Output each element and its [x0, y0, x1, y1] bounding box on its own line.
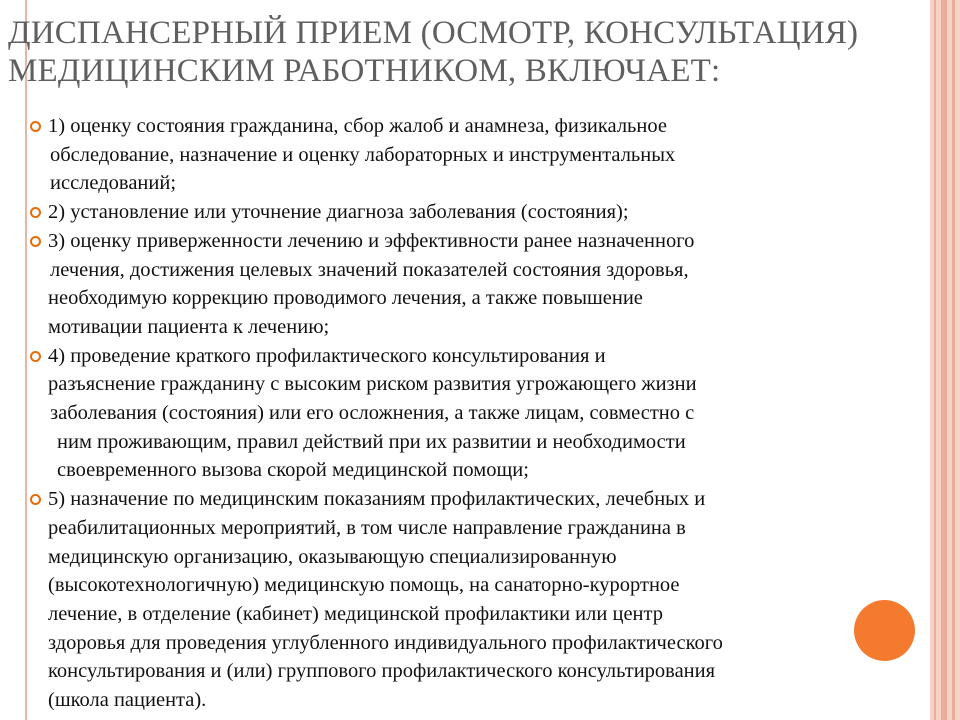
bullet-circle-icon	[30, 121, 41, 132]
list-item-line: мотивации пациента к лечению;	[48, 315, 330, 338]
list-item-line: консультирования и (или) группового профилактического консультирования	[48, 660, 716, 683]
list-item-line: своевременного вызова скорой медицинской помощи;	[57, 459, 529, 482]
list-item	[0, 227, 960, 342]
orange-circle-decoration	[854, 600, 915, 661]
list-item-line: обследование, назначение и оценку лабораторных и инструментальных	[50, 143, 676, 166]
bullet-circle-icon	[30, 494, 41, 505]
list-item-line: лечение, в отделение (кабинет) медицинской профилактики или центр	[48, 602, 663, 625]
slide-title	[8, 14, 938, 90]
list-item	[0, 198, 960, 227]
list-item-line: 3) оценку приверженности лечению и эффективности ранее назначенного	[48, 229, 695, 252]
bullet-circle-icon	[30, 236, 41, 247]
list-item-line: разъяснение гражданину с высоким риском развития угрожающего жизни	[48, 373, 697, 396]
list-item-line: лечения, достижения целевых значений показателей состояния здоровья,	[50, 258, 689, 281]
bullet-circle-icon	[30, 351, 41, 362]
list-item-line: (школа пациента).	[48, 689, 207, 712]
list-item-line: исследований;	[50, 172, 177, 195]
list-item	[0, 342, 960, 486]
list-item-line: 4) проведение краткого профилактического консультирования и	[48, 344, 606, 367]
list-item-line: необходимую коррекцию проводимого лечения, а также повышение	[48, 287, 643, 310]
list-item-line: 2) установление или уточнение диагноза заболевания (состояния);	[48, 201, 629, 224]
list-item-line: заболевания (состояния) или его осложнения, а также лицам, совместно с	[50, 402, 695, 425]
list-item-line: ним проживающим, правил действий при их развитии и необходимости	[57, 430, 686, 453]
list-item-line: реабилитационных мероприятий, в том числе направление гражданина в	[48, 516, 686, 539]
list-item-line: медицинскую организацию, оказывающую специализированную	[48, 545, 617, 568]
list-item-line: здоровья для проведения углубленного индивидуального профилактического	[48, 631, 723, 654]
list-item-line: 1) оценку состояния гражданина, сбор жалоб и анамнеза, физикальное	[48, 115, 667, 137]
slide-title-line-2: МЕДИЦИНСКИМ РАБОТНИКОМ, ВКЛЮЧАЕТ:	[8, 53, 721, 89]
bullet-list	[0, 112, 960, 715]
list-item-line: 5) назначение по медицинским показаниям профилактических, лечебных и	[48, 488, 706, 511]
list-item	[0, 112, 960, 198]
list-item-line: (высокотехнологичную) медицинскую помощь, на санаторно-курортное	[48, 574, 680, 597]
bullet-circle-icon	[30, 207, 41, 218]
slide-title-line-1: ДИСПАНСЕРНЫЙ ПРИЕМ (ОСМОТР, КОНСУЛЬТАЦИЯ)	[8, 15, 859, 51]
list-item	[0, 485, 960, 715]
